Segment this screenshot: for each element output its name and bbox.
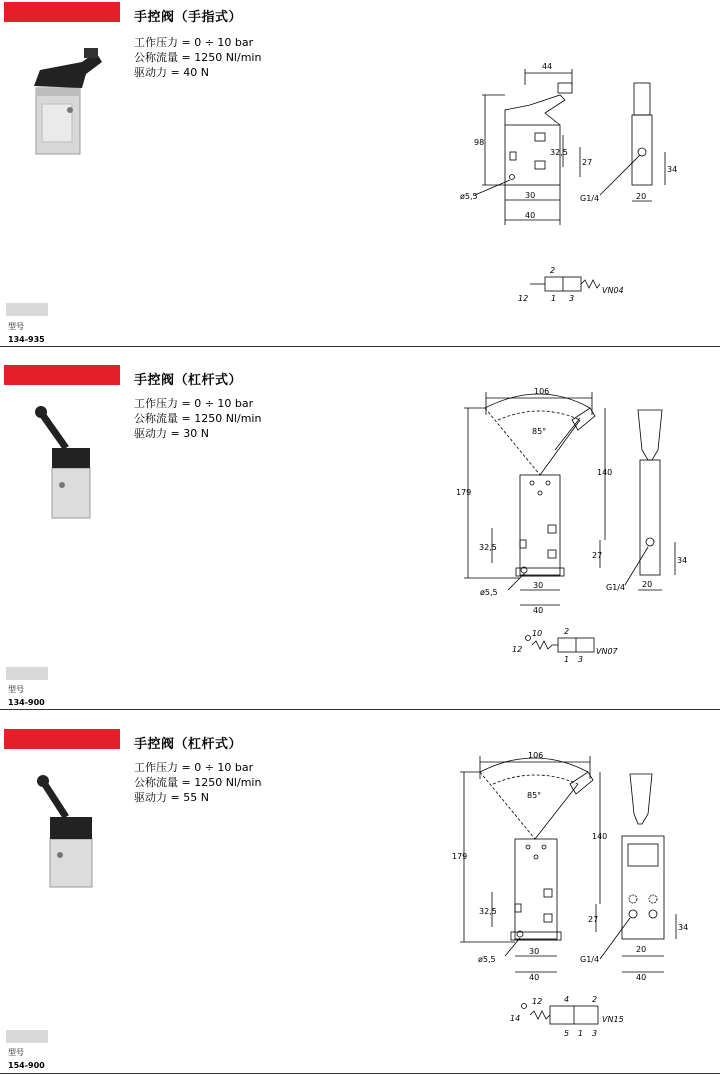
- product-section-1: [0, 0, 722, 350]
- dim-27: 27: [588, 915, 599, 924]
- symbol-port-1: 1: [564, 655, 570, 664]
- dim-106: 106: [528, 751, 544, 760]
- dim-85: 85°: [527, 791, 542, 800]
- dim-179: 179: [452, 852, 468, 861]
- dim-32-5: 32,5: [550, 148, 568, 157]
- symbol-code: VN15: [602, 1015, 624, 1024]
- dim-179: 179: [456, 488, 472, 497]
- product-title: 手控阀（杠杆式）: [134, 737, 243, 752]
- dim-30: 30: [533, 581, 544, 590]
- model-box: [6, 1030, 48, 1043]
- symbol-port-12: 12: [532, 997, 543, 1006]
- dim-phi: ø5,5: [478, 955, 496, 964]
- dim-30: 30: [525, 191, 536, 200]
- model-code: 134-935: [8, 335, 45, 344]
- spec-pressure: 工作压力 = 0 ÷ 10 bar: [134, 761, 254, 774]
- dim-34: 34: [667, 165, 678, 174]
- product-title: 手控阀（手指式）: [134, 10, 243, 25]
- dim-98: 98: [474, 138, 485, 147]
- symbol-port-1: 1: [578, 1029, 584, 1038]
- dim-20: 20: [642, 580, 653, 589]
- symbol-code: VN04: [602, 286, 624, 295]
- dim-20: 20: [636, 192, 647, 201]
- product-specs: [134, 396, 261, 441]
- dim-40: 40: [533, 606, 544, 615]
- model-box: [6, 667, 48, 680]
- dim-20: 20: [636, 945, 647, 954]
- spec-force: 驱动力 = 40 N: [134, 66, 209, 79]
- model-label: 型号: [8, 685, 24, 694]
- symbol-port-10: 10: [532, 629, 543, 638]
- product-section-3: [0, 712, 722, 1076]
- dim-30: 30: [529, 947, 540, 956]
- dim-32-5: 32,5: [479, 907, 497, 916]
- model-box: [6, 303, 48, 316]
- dim-27: 27: [592, 551, 603, 560]
- section-red-bar: [4, 365, 120, 385]
- symbol-port-5: 5: [564, 1029, 570, 1038]
- model-code: 154-900: [8, 1061, 45, 1070]
- dimension-drawing: [440, 380, 700, 670]
- dim-34: 34: [678, 923, 689, 932]
- symbol-port-12: 12: [512, 645, 523, 654]
- spec-pressure: 工作压力 = 0 ÷ 10 bar: [134, 397, 254, 410]
- symbol-port-2: 2: [550, 266, 556, 275]
- spec-flow: 公称流量 = 1250 Nl/min: [134, 51, 262, 64]
- spec-force: 驱动力 = 55 N: [134, 791, 209, 804]
- dimension-drawing: [430, 55, 690, 305]
- dim-140: 140: [592, 832, 608, 841]
- symbol-port-3: 3: [578, 655, 584, 664]
- section-divider: [0, 346, 720, 347]
- model-label: 型号: [8, 1048, 24, 1057]
- section-red-bar: [4, 729, 120, 749]
- dim-40: 40: [529, 973, 540, 982]
- dim-44: 44: [542, 62, 553, 71]
- spec-flow: 公称流量 = 1250 Nl/min: [134, 412, 262, 425]
- product-section-2: [0, 350, 722, 710]
- symbol-code: VN07: [596, 647, 618, 656]
- dim-g14: G1/4: [580, 955, 600, 964]
- section-divider: [0, 1073, 720, 1074]
- spec-flow: 公称流量 = 1250 Nl/min: [134, 776, 262, 789]
- product-specs: [134, 35, 261, 80]
- symbol-port-14: 14: [510, 1014, 521, 1023]
- symbol-port-3: 3: [592, 1029, 598, 1038]
- dim-40: 40: [525, 211, 536, 220]
- symbol-port-2: 2: [592, 995, 598, 1004]
- product-photo: [22, 40, 112, 160]
- dim-27: 27: [582, 158, 593, 167]
- model-code: 134-900: [8, 698, 45, 707]
- spec-force: 驱动力 = 30 N: [134, 427, 209, 440]
- symbol-port-2: 2: [564, 627, 570, 636]
- product-specs: [134, 760, 261, 805]
- dimension-drawing: [440, 744, 700, 1044]
- dim-g14: G1/4: [580, 194, 600, 203]
- dim-40-side: 40: [636, 973, 647, 982]
- dim-140: 140: [597, 468, 613, 477]
- section-divider: [0, 709, 720, 710]
- dim-phi: ø5,5: [480, 588, 498, 597]
- product-title: 手控阀（杠杆式）: [134, 373, 243, 388]
- dim-106: 106: [534, 387, 550, 396]
- dim-85: 85°: [532, 427, 547, 436]
- dim-34: 34: [677, 556, 688, 565]
- dim-g14: G1/4: [606, 583, 626, 592]
- product-photo: [22, 400, 112, 525]
- dim-32-5: 32,5: [479, 543, 497, 552]
- symbol-port-4: 4: [564, 995, 570, 1004]
- spec-pressure: 工作压力 = 0 ÷ 10 bar: [134, 36, 254, 49]
- model-label: 型号: [8, 322, 24, 331]
- symbol-port-1: 1: [551, 294, 557, 303]
- dim-phi: ø5,5: [460, 192, 478, 201]
- section-red-bar: [4, 2, 120, 22]
- product-photo: [22, 767, 112, 892]
- symbol-port-12: 12: [518, 294, 529, 303]
- symbol-port-3: 3: [569, 294, 575, 303]
